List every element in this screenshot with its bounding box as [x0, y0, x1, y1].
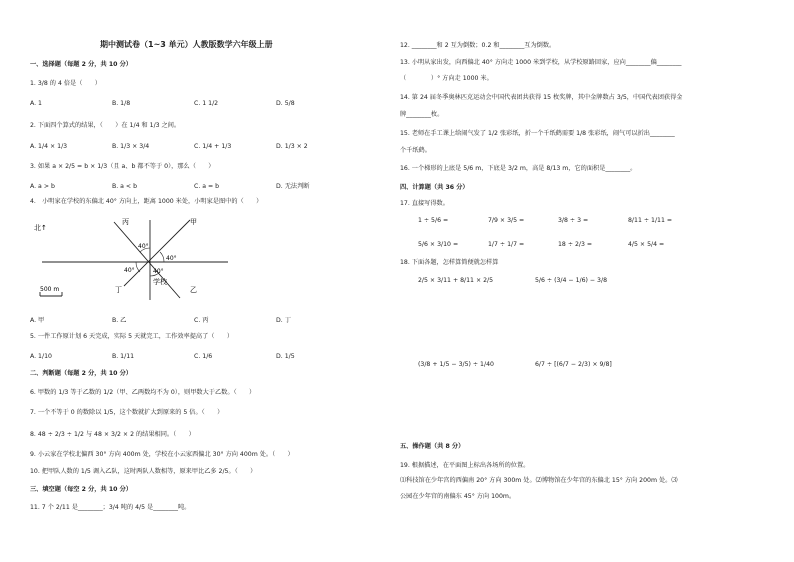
- question-17: 17. 直接写得数。: [400, 200, 449, 207]
- option-d: D. 1/3 × 2: [276, 143, 308, 150]
- angle-label: 40°: [153, 268, 164, 275]
- question-5: 5. 一件工作原计划 6 天完成，实际 5 天就完工，工作效率提高了（ ）: [30, 333, 234, 340]
- question-19-item1: ⑴科技馆在少年宫的西偏南 20° 方向 300m 处。⑵博物馆在少年宫的东偏北 15° 方向 200m 处。⑶: [400, 477, 678, 484]
- section-choice: 一、选择题（每题 2 分，共 10 分）: [30, 61, 132, 68]
- question-17-row2: [418, 240, 698, 249]
- option-d: D. 无法判断: [276, 183, 310, 190]
- angle-label: 40°: [124, 267, 135, 274]
- right-column: [400, 0, 765, 562]
- question-9: 9. 小云家在学校北偏西 30° 方向 400m 处，学校在小云家西偏北 30° 方向 400m 处。（ ）: [30, 451, 294, 458]
- question-5-options: [30, 352, 358, 361]
- question-1: 1. 3/8 的 4 倍是（ ）: [30, 80, 101, 87]
- question-14-line2: 牌________枚。: [400, 111, 444, 118]
- section-judge: 二、判断题（每题 2 分，共 10 分）: [30, 370, 132, 377]
- option-a: A. 1/4 × 1/3: [30, 143, 68, 150]
- option-c: C. 丙: [194, 317, 209, 324]
- option-a: A. 1: [30, 100, 42, 107]
- label-bing: 丙: [122, 218, 129, 226]
- direction-map: [30, 212, 230, 302]
- option-b: B. 1/3 × 3/4: [112, 143, 150, 150]
- question-15-line1: 15. 老师在手工课上给闹气发了 1/2 张彩纸，折一个千纸鹤需要 1/8 张彩纸，闹气可以折出________: [400, 130, 675, 137]
- question-15-line2: 个千纸鹤。: [400, 147, 431, 154]
- angle-arc: [160, 252, 164, 262]
- calc-item: 18 ÷ 2/3 =: [558, 241, 593, 248]
- option-c: C. 1 1/2: [194, 100, 219, 107]
- question-18-item1: 2/5 × 3/11 + 8/11 × 2/5: [418, 277, 494, 284]
- question-3: 3. 如果 a × 2/5 = b × 1/3（且 a、b 都不等于 0），那么（ ）: [30, 163, 215, 170]
- option-c: C. 1/6: [194, 353, 213, 360]
- question-19: 19. 根据描述，在平面图上标出各场所的位置。: [400, 462, 530, 469]
- section-operation: 五、操作题（共 8 分）: [400, 443, 465, 450]
- question-18-item2: 5/6 ÷ (3/4 − 1/6) − 3/8: [535, 277, 608, 284]
- question-6: 6. 甲数的 1/3 等于乙数的 1/2（甲、乙两数均不为 0），则甲数大于乙数。（ ）: [30, 389, 256, 396]
- option-b: B. 1/8: [112, 100, 131, 107]
- question-3-options: [30, 182, 358, 191]
- calc-item: 8/11 ÷ 1/11 =: [628, 217, 673, 224]
- question-11: 11. 7 个 2/11 是________；3/4 吨的 4/5 是________吨。: [30, 504, 191, 511]
- north-label: 北↑: [34, 224, 47, 232]
- option-c: C. a = b: [194, 183, 220, 190]
- option-a: A. 甲: [30, 317, 45, 324]
- calc-item: 7/9 × 3/5 =: [488, 217, 525, 224]
- angle-label: 40°: [166, 255, 177, 262]
- option-d: D. 1/5: [276, 353, 295, 360]
- question-18-item4: 6/7 ÷ [(6/7 − 2/3) × 9/8]: [535, 361, 612, 368]
- question-2: 2. 下面四个算式的结果，（ ）在 1/4 和 1/3 之间。: [30, 122, 181, 129]
- question-8: 8. 48 ÷ 2/3 ÷ 1/2 与 48 × 3/2 × 2 的结果相同。（ ）: [30, 431, 195, 438]
- question-4-options: [30, 316, 358, 325]
- question-18: 18. 下面各题，怎样算简便就怎样算: [400, 259, 499, 266]
- question-14-line1: 14. 第 24 届冬季奥林匹克运动会中国代表团共获得 15 枚奖牌，其中金牌数占 3/5，中国代表团获得金: [400, 94, 683, 101]
- question-18-item3: (3/8 + 1/5 − 3/5) ÷ 1/40: [418, 361, 494, 368]
- option-b: B. a < b: [112, 183, 138, 190]
- section-fill: 三、填空题（每空 2 分，共 10 分）: [30, 486, 132, 493]
- left-column: [30, 0, 395, 562]
- question-16: 16. 一个梯形的上底是 5/6 m，下底是 3/2 m，高是 8/13 m，它的面积是________。: [400, 165, 637, 172]
- option-b: B. 乙: [112, 317, 127, 324]
- label-jia: 甲: [190, 218, 197, 226]
- question-1-options: [30, 99, 358, 108]
- angle-label: 40°: [138, 243, 149, 250]
- option-d: D. 5/8: [276, 100, 295, 107]
- option-c: C. 1/4 + 1/3: [194, 143, 232, 150]
- calc-item: 4/5 × 5/4 =: [628, 241, 665, 248]
- question-13-line1: 13. 小明从家出发，向西偏北 40° 方向走 1000 米到学校，从学校原路回家，应向________偏________: [400, 59, 682, 66]
- question-10: 10. 把甲队人数的 1/5 调入乙队，这时两队人数相等，原来甲比乙多 2/5。（ ）: [30, 468, 257, 475]
- calc-item: 1 ÷ 5/6 =: [418, 217, 449, 224]
- question-17-row1: [418, 216, 698, 225]
- question-19-item2: 公园在少年宫的南偏东 45° 方向 100m。: [400, 493, 516, 500]
- label-school: 学校: [153, 278, 167, 286]
- question-7: 7. 一个不等于 0 的数除以 1/5，这个数就扩大到原来的 5 倍。（ ）: [30, 409, 224, 416]
- label-yi: 乙: [190, 286, 197, 294]
- line-jia-ding: [124, 220, 190, 286]
- calc-item: 1/7 ÷ 1/7 =: [488, 241, 525, 248]
- label-ding: 丁: [115, 286, 122, 294]
- option-b: B. 1/11: [112, 353, 135, 360]
- question-4: 4. 小明家在学校的东偏北 40° 方向上，距离 1000 米处，小明家是图中的（ ）: [30, 198, 263, 205]
- calc-item: 5/6 × 3/10 =: [418, 241, 459, 248]
- page-title: 期中测试卷（1~3 单元）人教版数学六年级上册: [100, 40, 273, 49]
- section-calc: 四、计算题（共 36 分）: [400, 184, 469, 191]
- question-12: 12. ________和 2 互为倒数；0.2 和________互为倒数。: [400, 42, 556, 49]
- scale-label: 500 m: [40, 286, 60, 293]
- option-d: D. 丁: [276, 317, 291, 324]
- question-13-line2: （ ）° 方向走 1000 米。: [400, 75, 493, 82]
- question-2-options: [30, 142, 358, 151]
- option-a: A. a > b: [30, 183, 55, 190]
- calc-item: 3/8 ÷ 3 =: [558, 217, 589, 224]
- option-a: A. 1/10: [30, 353, 52, 360]
